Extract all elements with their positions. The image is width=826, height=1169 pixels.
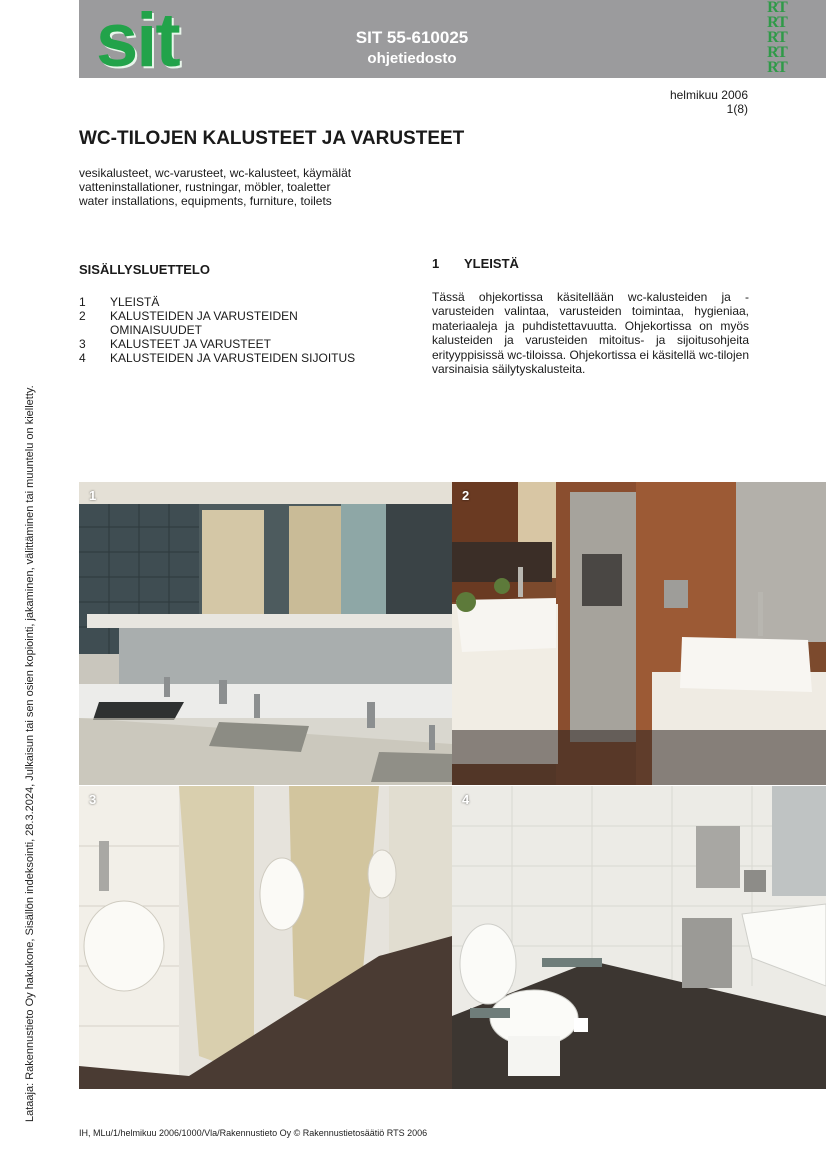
date-block: [670, 88, 748, 116]
washbasin-wood-image: [452, 482, 826, 785]
accessible-toilet-image: [452, 786, 826, 1089]
document-number: SIT 55-610025: [355, 28, 469, 47]
toc-item[interactable]: [79, 337, 399, 351]
toc-item-number: 4: [79, 351, 86, 365]
keywords: [79, 166, 351, 208]
section-body: Tässä ohjekortissa käsitellään wc-kalusteiden ja -varusteiden valintaa, varusteiden toimintaa, hygieniaa, materiaaleja ja puhdistettavuutta. Ohjekortissa on myös kalusteiden ja varusteiden mitoitus- ja sijoitusohjeita erityyppisissä wc-tiloissa. Ohjekortissa ei käsitellä wc-tilojen varsinaisia säilytyskalusteita.: [432, 290, 749, 377]
section-number: 1: [432, 256, 440, 271]
washbasin-counter-image: [79, 482, 452, 785]
urinals-photo: [79, 786, 452, 1089]
toc-item-label: KALUSTEIDEN JA VARUSTEIDEN OMINAISUUDET: [110, 309, 298, 337]
rt-logo-stack: [762, 0, 792, 78]
toc-heading: SISÄLLYSLUETTELO: [79, 262, 210, 277]
sit-logo: sit: [96, 0, 179, 83]
rt-mark: RT: [767, 14, 787, 31]
toc-item-number: 3: [79, 337, 86, 351]
footer: IH, MLu/1/helmikuu 2006/1000/Vla/Rakennustieto Oy © Rakennustietosäätiö RTS 2006: [79, 1128, 428, 1138]
toc-item[interactable]: [79, 351, 399, 365]
toc-list: [79, 295, 399, 365]
page-number: 1(8): [726, 102, 748, 116]
page-title: WC-TILOJEN KALUSTEET JA VARUSTEET: [79, 128, 465, 149]
washbasin-wood-photo: [452, 482, 826, 785]
toc-item-label: KALUSTEIDEN JA VARUSTEIDEN SIJOITUS: [110, 351, 356, 365]
accessible-toilet-photo: [452, 786, 826, 1089]
document-type: ohjetiedosto: [367, 50, 457, 67]
photo-number: 2: [462, 488, 470, 503]
side-note: Lataaja: Rakennustieto Oy hakukone, Sisällön indeksointi, 28.3.2024, Julkaisun tai sen osien kopiointi, jakaminen, välittäminen tai muuntelu on kielletty.: [24, 385, 36, 1122]
keywords-sv: vatteninstallationer, rustningar, möbler, toaletter: [79, 180, 331, 194]
toc-item-label: YLEISTÄ: [110, 295, 160, 309]
rt-mark: RT: [767, 59, 787, 76]
photo-number: 4: [462, 792, 470, 807]
photo-number: 3: [89, 792, 97, 807]
rt-mark: RT: [767, 29, 787, 46]
keywords-en: water installations, equipments, furniture, toilets: [79, 194, 332, 208]
toc-item-number: 1: [79, 295, 86, 309]
toc-item[interactable]: [79, 309, 399, 337]
toc-item-number: 2: [79, 309, 86, 323]
photo-number: 1: [89, 488, 97, 503]
publication-date: helmikuu 2006: [669, 88, 748, 102]
toc-item-label: KALUSTEET JA VARUSTEET: [110, 337, 271, 351]
toc-item[interactable]: [79, 295, 399, 309]
rt-mark: RT: [767, 0, 787, 16]
rt-mark: RT: [767, 44, 787, 61]
section-title: YLEISTÄ: [464, 256, 519, 271]
keywords-fi: vesikalusteet, wc-varusteet, wc-kalusteet, käymälät: [79, 166, 352, 180]
washbasin-counter-photo: [79, 482, 452, 785]
urinals-image: [79, 786, 452, 1089]
section-heading: [432, 256, 519, 271]
